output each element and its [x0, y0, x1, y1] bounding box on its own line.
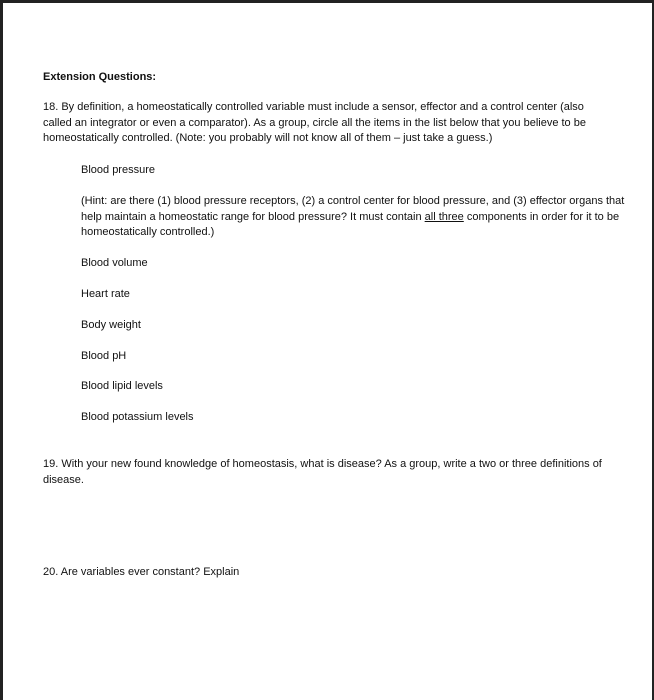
blood-pressure-hint — [81, 194, 626, 241]
left-border — [0, 0, 3, 700]
item-blood-lipid-levels: Blood lipid levels — [81, 380, 163, 392]
item-blood-volume: Blood volume — [81, 257, 148, 269]
item-heart-rate: Heart rate — [81, 288, 130, 300]
worksheet-page — [43, 70, 628, 578]
item-blood-pressure: Blood pressure — [81, 164, 155, 176]
hint-underlined: all three — [424, 210, 464, 223]
extension-questions-heading: Extension Questions: — [43, 71, 157, 83]
item-blood-potassium-levels: Blood potassium levels — [81, 411, 194, 423]
top-border — [0, 0, 654, 3]
hint-text-before: (Hint: are there (1) blood pressure receptors, (2) a control center for blood pressure, and (3) effector organs that help maintain a homeostatic range for blood pressure? It must contain — [81, 195, 625, 223]
hint-text-after: components in order for it to be homeostatically controlled.) — [81, 210, 620, 238]
question-20: 20. Are variables ever constant? Explain — [43, 566, 240, 578]
item-blood-ph: Blood pH — [81, 350, 127, 362]
question-18: 18. By definition, a homeostatically controlled variable must include a sensor, effector and a control center (also called an integrator or even a comparator). As a group, circle all the items in the list below that you believe to be homeostatically controlled. (Note: you probably will not know all of them – just take a guess.) — [43, 101, 586, 144]
item-body-weight: Body weight — [81, 319, 141, 331]
question-19: 19. With your new found knowledge of homeostasis, what is disease? As a group, write a two or three definitions of disease. — [43, 458, 602, 486]
